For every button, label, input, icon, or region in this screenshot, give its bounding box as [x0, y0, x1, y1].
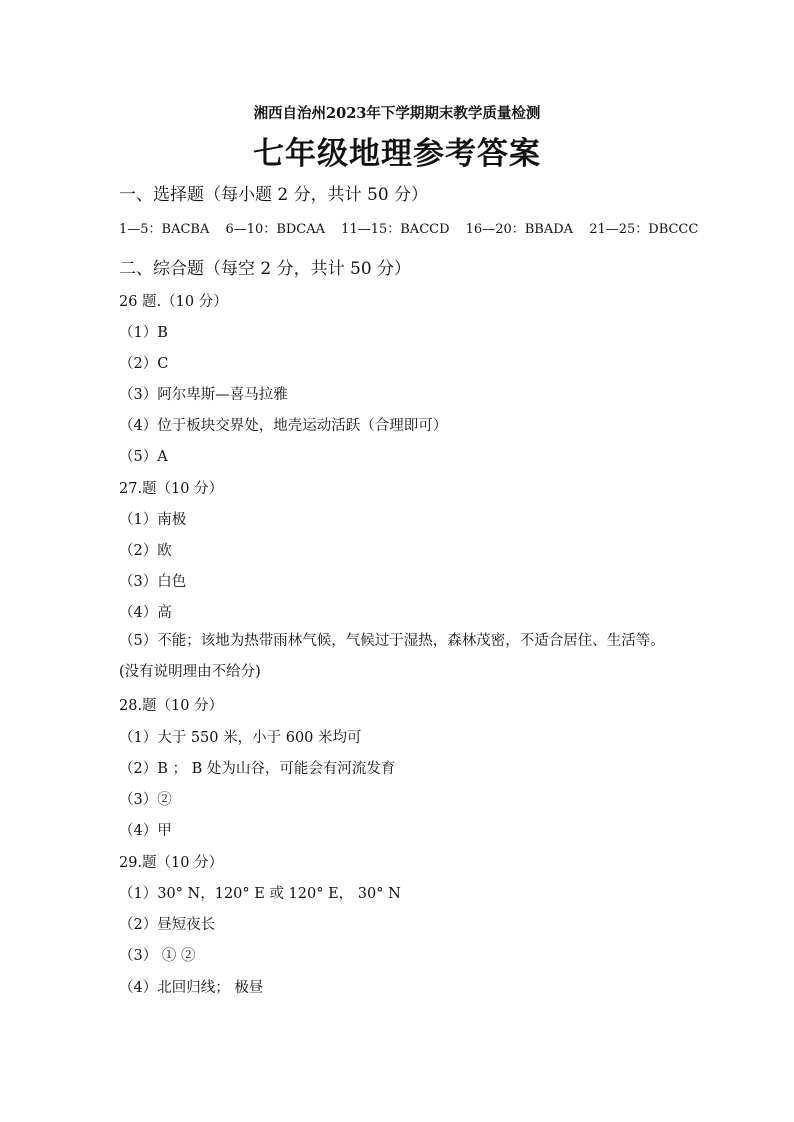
choice-answer-group: 11—15：BACCD — [341, 222, 450, 237]
question-heading-28: 28.题（10 分） — [119, 698, 224, 714]
choice-answer-group: 6—10：BDCAA — [225, 222, 326, 237]
choice-answers-row — [119, 218, 710, 237]
answer-line: （4）甲 — [119, 823, 172, 839]
answer-line: （1）B — [119, 325, 168, 341]
question-heading-27: 27.题（10 分） — [119, 481, 224, 497]
answer-line: （1）30° N，120° E 或 120° E， 30° N — [119, 886, 401, 902]
choice-answer-group: 16—20：BBADA — [465, 222, 574, 237]
question-heading-29: 29.题（10 分） — [119, 855, 224, 871]
section-heading-comprehensive: 二、综合题（每空 2 分，共计 50 分） — [119, 259, 412, 279]
choice-answer-group: 21—25：DBCCC — [589, 222, 699, 237]
answer-line: （2）B ； B 处为山谷，可能会有河流发育 — [119, 761, 396, 777]
section-heading-choice: 一、选择题（每小题 2 分，共计 50 分） — [119, 185, 429, 205]
answer-line: （4）北回归线； 极昼 — [119, 980, 264, 996]
answer-line: （4）高 — [119, 605, 172, 621]
answer-line: （2）欧 — [119, 543, 172, 559]
answer-line: （3）② — [119, 792, 172, 808]
answer-line: （2）C — [119, 356, 169, 372]
answer-line: （4）位于板块交界处，地壳运动活跃（合理即可） — [119, 418, 448, 434]
choice-answer-group: 1—5：BACBA — [119, 222, 210, 237]
page-title: 七年级地理参考答案 — [253, 136, 541, 172]
answer-line: （3）白色 — [119, 574, 187, 590]
answer-line: （2）昼短夜长 — [119, 917, 216, 933]
answer-line: （3） ① ② — [119, 948, 196, 964]
answer-line: （1）南极 — [119, 512, 187, 528]
question-heading-26: 26 题.（10 分） — [119, 294, 228, 310]
answer-line: （3）阿尔卑斯—喜马拉雅 — [119, 387, 288, 403]
exam-subtitle: 湘西自治州2023年下学期期末教学质量检测 — [253, 105, 541, 122]
answer-line: （5）A — [119, 449, 168, 465]
answer-line: （1）大于 550 米，小于 600 米均可 — [119, 730, 362, 746]
answer-paragraph: （5）不能；该地为热带雨林气候，气候过于湿热，森林茂密，不适合居住、生活等。(没有说明理由不给分) — [119, 633, 665, 680]
